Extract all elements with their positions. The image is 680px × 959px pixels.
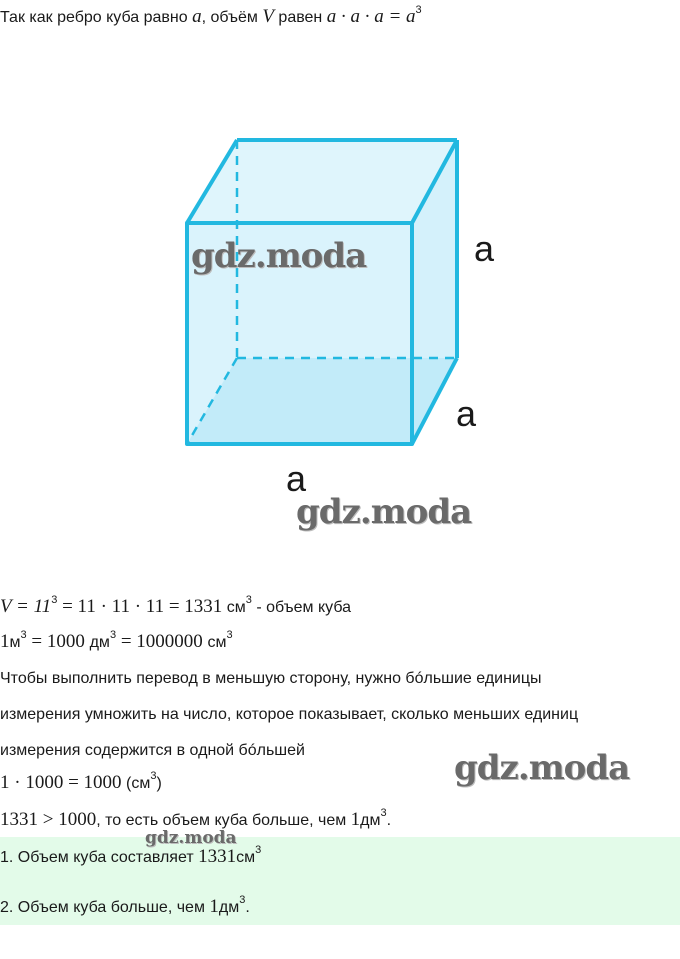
conv-a: 1 — [0, 631, 10, 652]
volume-exp: 3 — [51, 594, 58, 606]
compare-end: . — [386, 812, 392, 829]
conv-b: = 1000 — [26, 631, 90, 652]
answer-2-value: 1 — [209, 896, 219, 917]
explain-line-3: измерения содержится в одной бóльшей — [0, 742, 305, 759]
explain-line-2: измерения умножить на число, которое показывает, сколько меньших единиц — [0, 706, 579, 723]
intro-text: Так как ребро куба равно — [0, 9, 193, 26]
conv-e2: 3 — [109, 629, 117, 641]
cube-label-depth: a — [456, 393, 477, 434]
compare-val: 1 — [350, 809, 361, 830]
compare-text: , то есть объем куба больше, чем — [96, 812, 351, 829]
cube-label-right: a — [474, 228, 495, 269]
intro-exp: 3 — [415, 4, 422, 16]
answer-1-value: 1331 — [198, 846, 237, 867]
intro-comma: , объём — [201, 9, 263, 26]
compare-unit-exp: 3 — [380, 807, 387, 819]
conv-u2: дм — [89, 634, 110, 651]
intro-var-a: a — [192, 6, 202, 27]
conv-c: = 1000000 — [116, 631, 208, 652]
multiply-unit: (см — [121, 775, 151, 792]
intro-mid: равен — [273, 9, 327, 26]
answer-2 — [0, 896, 250, 918]
conv-e3: 3 — [226, 629, 233, 641]
watermark-logo: gdz.moda — [454, 748, 630, 788]
multiply-unit-exp: 3 — [150, 770, 157, 782]
answer-1 — [0, 846, 261, 868]
watermark-logo: gdz.moda — [296, 492, 472, 532]
watermark-logo: gdz.moda — [145, 828, 237, 848]
multiply-close: ) — [156, 775, 162, 792]
intro-var-v: V — [262, 6, 274, 27]
explain-line-1: Чтобы выполнить перевод в меньшую сторону, нужно бóльшие единицы — [0, 670, 542, 687]
compare-expr: 1331 > 1000 — [0, 809, 97, 830]
answer-1-text: 1. Объем куба составляет — [0, 849, 199, 866]
volume-unit-exp: 3 — [245, 594, 252, 606]
answer-2-unit: дм — [218, 899, 240, 916]
watermark-logo: gdz.moda — [191, 236, 367, 276]
answer-1-unit-exp: 3 — [255, 844, 262, 856]
conversion-line — [0, 631, 233, 653]
volume-note: - объем куба — [251, 599, 352, 616]
multiply-expr: 1 · 1000 = 1000 — [0, 772, 122, 793]
conv-u3: см — [207, 634, 227, 651]
answer-1-unit: см — [236, 849, 256, 866]
answer-2-end: . — [245, 899, 250, 916]
conv-e1: 3 — [20, 629, 27, 641]
intro-formula: a · a · a = a — [326, 6, 416, 27]
cube-label-bottom: a — [286, 458, 307, 499]
answer-2-unit-exp: 3 — [239, 894, 246, 906]
multiply-line — [0, 772, 162, 794]
answer-2-text: 2. Объем куба больше, чем — [0, 899, 210, 916]
conv-u1: м — [9, 634, 21, 651]
volume-rhs: = 11 · 11 · 11 = 1331 — [57, 596, 223, 617]
volume-lhs: V = 11 — [0, 596, 52, 617]
compare-unit: дм — [360, 812, 381, 829]
volume-line — [0, 596, 351, 618]
volume-unit: см — [222, 599, 246, 616]
